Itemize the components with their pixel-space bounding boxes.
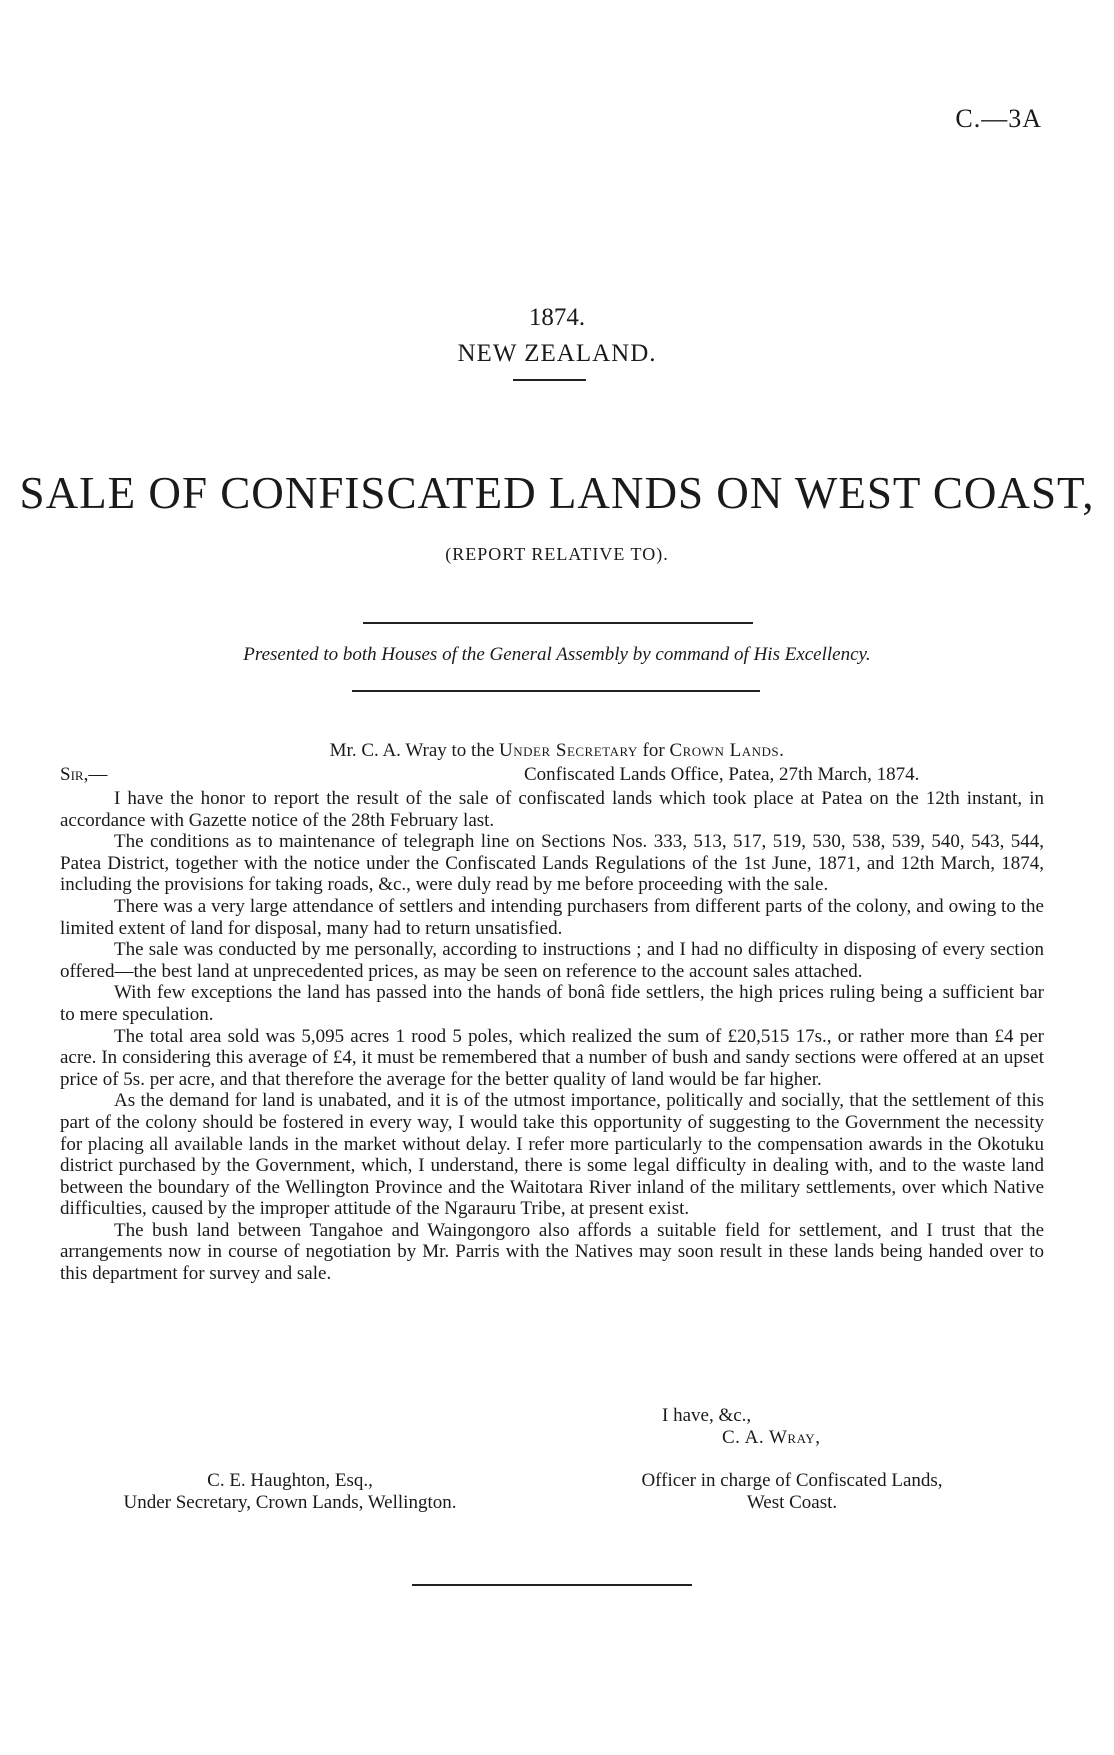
document-year: 1874. bbox=[528, 304, 586, 331]
paragraph: I have the honor to report the result of the sale of confiscated lands which took place at Patea on the 12th instant, in accordance with Gazette notice of the 28th February last. bbox=[60, 788, 1044, 831]
signatory-location: West Coast. bbox=[746, 1491, 838, 1513]
paragraph: There was a very large attendance of settlers and intending purchasers from different parts of the colony, and owing to the limited extent of land for disposal, many had to return unsatisfied. bbox=[60, 895, 1044, 939]
paragraph: The bush land between Tangahoe and Waingongoro also affords a suitable field for settlement, and I trust that the arrangements now in course of negotiation by Mr. Parris with the Natives may soon result in these lands being handed over to this department for survey and sale. bbox=[60, 1219, 1044, 1285]
divider-end bbox=[412, 1584, 692, 1586]
divider-top bbox=[363, 622, 753, 624]
signatory-block bbox=[572, 1470, 1012, 1513]
salutation: Sir,— bbox=[60, 764, 108, 785]
letter-recipient: Under Secretary bbox=[499, 740, 638, 761]
letter-heading bbox=[0, 740, 1114, 762]
office-date: Confiscated Lands Office, Patea, 27th March, 1874. bbox=[524, 764, 920, 785]
closing-phrase: I have, &c., bbox=[662, 1405, 752, 1426]
paragraph: The conditions as to maintenance of telegraph line on Sections Nos. 333, 513, 517, 519, 530, 538, 539, 540, 543, 544, Patea District, together with the notice under the Confiscated Lands Regulations of the 1st June, 1871, and 12th March, 1874, including the provisions for taking roads, &c., were duly read by me before proceeding with the sale. bbox=[60, 831, 1044, 896]
letter-heading-for: for bbox=[642, 740, 665, 761]
divider-short bbox=[513, 379, 586, 381]
document-subtitle: (REPORT RELATIVE TO). bbox=[445, 544, 669, 564]
paragraph: As the demand for land is unabated, and it is of the utmost importance, politically and socially, that the settlement of this part of the colony should be fostered in every way, I would take this opportunity of suggesting to the Government the necessity for placing all available lands in the market without delay. I refer more particularly to the compensation awards in the Okotuku district purchased by the Government, which, I understand, there is some legal difficulty in dealing with, and to the waste land between the boundary of the Wellington Province and the Waitotara River inland of the military settlements, over which Native difficulties, caused by the improper attitude of the Ngarauru Tribe, at present exist. bbox=[60, 1090, 1044, 1220]
document-title: SALE OF CONFISCATED LANDS ON WEST COAST, bbox=[19, 467, 1095, 518]
divider-bottom bbox=[352, 690, 760, 692]
letter-department: Crown Lands. bbox=[669, 740, 785, 761]
signatory-title: Officer in charge of Confiscated Lands, bbox=[641, 1470, 943, 1491]
signatory-name: C. A. Wray, bbox=[722, 1426, 821, 1448]
addressee-title: Under Secretary, Crown Lands, Wellington. bbox=[123, 1491, 457, 1513]
paragraph: With few exceptions the land has passed into the hands of bonâ fide settlers, the high prices ruling being a sufficient bar to mere speculation. bbox=[60, 982, 1044, 1025]
addressee-block bbox=[60, 1470, 520, 1513]
document-country: NEW ZEALAND. bbox=[457, 340, 657, 367]
addressee-name: C. E. Haughton, Esq., bbox=[207, 1470, 373, 1491]
document-reference: C.—3A bbox=[955, 104, 1042, 133]
closing-block bbox=[580, 1405, 940, 1448]
paragraph: The sale was conducted by me personally, according to instructions ; and I had no difficulty in disposing of every section offered—the best land at unprecedented prices, as may be seen on reference to the account sales attached. bbox=[60, 939, 1044, 982]
letter-sender: Mr. C. A. Wray bbox=[329, 740, 447, 761]
letter-heading-to: to the bbox=[451, 740, 495, 761]
letter-body bbox=[60, 788, 1044, 1285]
presented-line: Presented to both Houses of the General Assembly by command of His Excellency. bbox=[243, 644, 871, 665]
paragraph: The total area sold was 5,095 acres 1 rood 5 poles, which realized the sum of £20,515 17s., or rather more than £4 per acre. In considering this average of £4, it must be remembered that a number of bush and sandy sections were offered at an upset price of 5s. per acre, and that therefore the average for the better quality of land would be far higher. bbox=[60, 1025, 1044, 1090]
